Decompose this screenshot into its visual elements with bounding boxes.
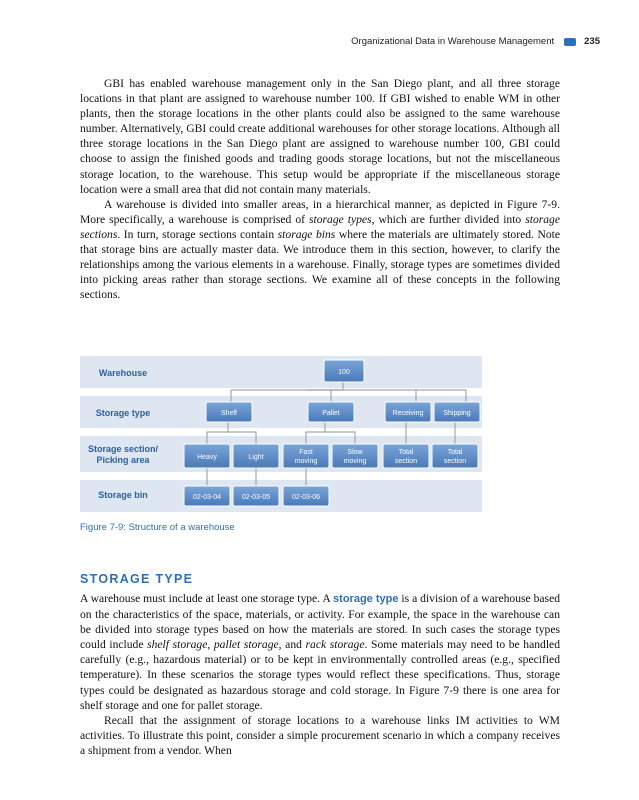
node-shelf (206, 402, 252, 422)
paragraph-storage-type (80, 591, 560, 713)
row-label-section-line2: Picking area (96, 455, 150, 465)
emphasis-storage-types: storage types (308, 212, 372, 226)
term-storage-type: storage type (333, 593, 399, 605)
page-number: 235 (584, 36, 600, 47)
text-run: A warehouse must include at least one storage type. A (80, 592, 334, 605)
node-pallet (308, 402, 354, 422)
node-label: Light (248, 454, 264, 461)
node-label: Heavy (197, 454, 217, 461)
node-total-section-1 (383, 444, 429, 468)
text-run: A warehouse is divided into smaller areas, in a hierarchical manner, as depicted in Figure 7-9. More specifically, a warehouse is comprised of (80, 197, 560, 226)
node-fast-moving (283, 444, 329, 468)
node-warehouse-100 (324, 360, 364, 382)
node-label: section (443, 458, 467, 465)
header-title: Organizational Data in Warehouse Management (351, 36, 555, 47)
node-label: Total (398, 449, 414, 456)
node-label: Receiving (392, 410, 424, 417)
node-label: Shelf (221, 410, 237, 417)
node-label: 02-03-05 (241, 494, 271, 501)
warehouse-structure-figure (80, 356, 482, 514)
node-total-section-2 (432, 444, 478, 468)
node-bin-02-03-05 (233, 486, 279, 506)
node-label: Fast (299, 449, 313, 456)
node-receiving (385, 402, 431, 422)
node-label: 02-03-04 (192, 494, 222, 501)
text-run: , and (278, 638, 306, 652)
node-label: Pallet (322, 410, 340, 417)
body-text-top (80, 76, 560, 302)
node-shipping (434, 402, 480, 422)
node-label: moving (343, 458, 367, 465)
emphasis-pallet-storage: pallet storage (213, 638, 279, 652)
header-square-icon (564, 38, 576, 46)
row-label-storage-type: Storage type (95, 408, 151, 418)
node-label: 100 (338, 369, 350, 376)
text-run: where the materials are ultimately stored. Note that storage bins are actually master data. We introduce them in this section, however, to clarify the relationships among the various elements in a warehouse. Finally, storage types are sometimes divided into picking areas rather than storage sections. We examine all of these concepts in the following sections. (80, 227, 560, 302)
node-bin-02-03-04 (184, 486, 230, 506)
row-label-warehouse: Warehouse (98, 368, 148, 378)
text-run: . In turn, storage sections contain (117, 227, 278, 241)
body-text-bottom (80, 591, 560, 758)
node-label: Slow (347, 449, 363, 456)
node-label: 02-03-06 (291, 494, 321, 501)
node-label: Total (447, 449, 463, 456)
running-header (351, 36, 600, 47)
text-run: is a division of a warehouse based on the characteristics of the space, materials, or activity. For example, the space in the warehouse can be divided into storage types based on how the materials are stored. In such cases the storage types could include (80, 592, 561, 652)
text-run: . Some materials may need to be handled carefully (e.g., hazardous material) or to be kept in environmentally controlled areas (e.g., specified temperature). In these scenarios the storage types would reflect these specifications. Thus, storage types could be designated as hazardous storage and cold storage. In Figure 7-9 there is one area for shelf storage and one for pallet storage. (80, 638, 561, 712)
paragraph-gbi: GBI has enabled warehouse management only in the San Diego plant, and all three storage locations in that plant are assigned to warehouse number 100. If GBI wished to enable WM in other plants, then the storage locations in the other plants could also be assigned to the same warehouse number. Alternatively, GBI could create additional warehouses for other storage locations. Although all three storage locations in the San Diego plant are assigned to warehouse number 100, GBI could choose to assign the finished goods and trading goods storage locations, but not the miscellaneous storage location, to the warehouse. This setup would be appropriate if the miscellaneous storage location were a small area that did not contain many materials. (80, 77, 560, 196)
paragraph-recall: Recall that the assignment of storage locations to a warehouse links IM activities to WM activities. To illustrate this point, consider a simple procurement scenario in which a company receives a shipment from a vendor. When (80, 713, 560, 757)
text-run: , which are further divided into (371, 212, 526, 226)
emphasis-rack-storage: rack storage (305, 638, 365, 652)
emphasis-storage-sections: storage sections (80, 212, 560, 241)
paragraph-warehouse-hierarchy (80, 197, 560, 303)
text-run: , (207, 638, 214, 652)
node-slow-moving (332, 444, 378, 468)
node-label: section (394, 458, 418, 465)
section-heading: STORAGE TYPE (80, 572, 194, 586)
node-light (233, 444, 279, 468)
emphasis-storage-bins: storage bins (277, 227, 336, 241)
figure-caption: Figure 7-9: Structure of a warehouse (80, 522, 235, 533)
node-bin-02-03-06 (283, 486, 329, 506)
row-label-section-line1: Storage section/ (87, 444, 159, 454)
node-heavy (184, 444, 230, 468)
row-label-storage-bin: Storage bin (98, 490, 148, 500)
node-label: Shipping (443, 410, 471, 417)
emphasis-shelf-storage: shelf storage (147, 638, 208, 652)
node-label: moving (294, 458, 318, 465)
